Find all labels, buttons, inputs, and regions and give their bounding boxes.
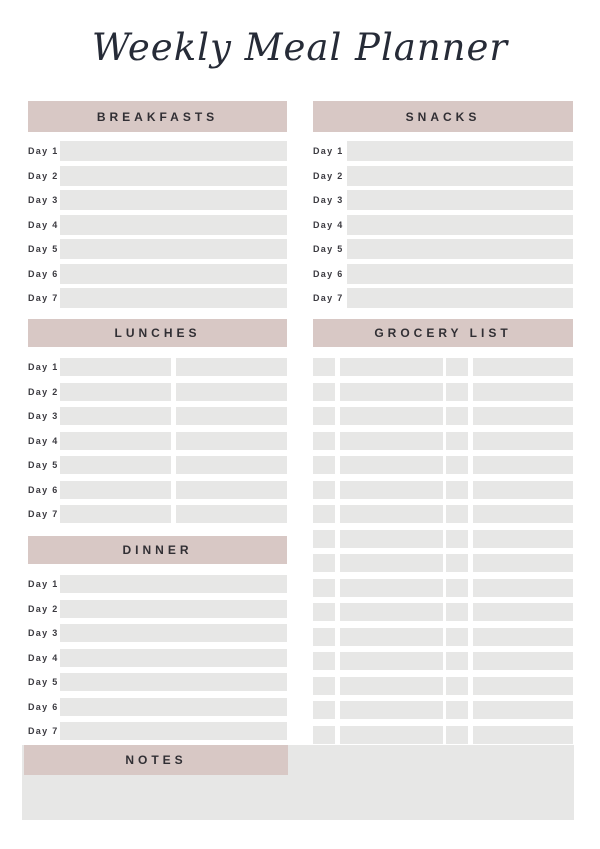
grocery-item-field[interactable] [473,554,573,572]
dinner-day-row [28,575,287,593]
grocery-checkbox[interactable] [313,603,335,621]
grocery-item-field[interactable] [340,628,443,646]
grocery-item-field[interactable] [473,530,573,548]
snacks-day-row [313,166,573,186]
section-header-breakfasts [28,101,287,132]
grocery-checkbox[interactable] [313,726,335,744]
grocery-item-field[interactable] [340,603,443,621]
day-label: Day 1 [28,146,59,156]
breakfasts-day-row [28,215,287,235]
day-label: Day 2 [28,603,59,614]
grocery-item-field[interactable] [340,358,443,376]
day-label: Day 3 [28,195,59,205]
grocery-row [313,579,573,597]
lunches-entry-field-1[interactable] [60,432,171,450]
grocery-checkbox[interactable] [446,603,468,621]
grocery-row [313,456,573,474]
day-label: Day 1 [28,579,59,589]
lunches-day-row [28,407,287,425]
day-label: Day 5 [28,244,59,254]
dinner-entry-field[interactable] [60,698,287,716]
day-label: Day 6 [28,484,59,495]
grocery-row [313,677,573,695]
lunches-entry-field-2[interactable] [176,383,287,401]
day-label: Day 6 [28,701,59,712]
grocery-item-field[interactable] [340,701,443,719]
section-header-lunches [28,319,287,347]
grocery-checkbox[interactable] [313,358,335,376]
lunches-entry-field-1[interactable] [60,505,171,523]
grocery-item-field[interactable] [473,701,573,719]
grocery-row [313,358,573,376]
section-title-breakfasts: BREAKFASTS [96,109,219,124]
grocery-checkbox[interactable] [313,677,335,695]
grocery-item-field[interactable] [473,579,573,597]
grocery-row [313,726,573,744]
snacks-day-row [313,239,573,259]
day-label: Day 5 [28,677,59,687]
snacks-day-row [313,264,573,284]
breakfasts-day-row [28,288,287,308]
lunches-entry-field-2[interactable] [176,432,287,450]
grocery-item-field[interactable] [473,432,573,450]
dinner-entry-field[interactable] [60,600,287,618]
lunches-day-row [28,383,287,401]
breakfasts-day-row [28,264,287,284]
section-title-dinner: DINNER [122,543,193,557]
dinner-entry-field[interactable] [60,649,287,667]
snacks-entry-field[interactable] [347,215,573,235]
grocery-item-field[interactable] [340,456,443,474]
grocery-item-field[interactable] [340,554,443,572]
grocery-checkbox[interactable] [446,701,468,719]
grocery-checkbox[interactable] [446,677,468,695]
day-label: Day 6 [313,268,344,279]
grocery-row [313,652,573,670]
grocery-item-field[interactable] [473,358,573,376]
page-title: Weekly Meal Planner [91,26,509,69]
day-label: Day 5 [313,244,344,254]
grocery-row [313,383,573,401]
grocery-row [313,628,573,646]
lunches-entry-field-1[interactable] [60,407,171,425]
snacks-entry-field[interactable] [347,141,573,161]
day-label: Day 4 [28,652,59,663]
grocery-checkbox[interactable] [313,579,335,597]
day-label: Day 7 [28,293,59,303]
lunches-entry-field-1[interactable] [60,481,171,499]
breakfasts-entry-field[interactable] [60,141,287,161]
dinner-day-row [28,698,287,716]
grocery-checkbox[interactable] [446,579,468,597]
grocery-checkbox[interactable] [313,481,335,499]
snacks-entry-field[interactable] [347,264,573,284]
day-label: Day 6 [28,268,59,279]
grocery-checkbox[interactable] [313,628,335,646]
grocery-item-field[interactable] [473,407,573,425]
day-label: Day 3 [313,195,344,205]
grocery-list-grid [313,358,573,744]
grocery-checkbox[interactable] [446,432,468,450]
snacks-entry-field[interactable] [347,166,573,186]
snacks-day-row [313,288,573,308]
lunches-entry-field-1[interactable] [60,383,171,401]
day-label: Day 7 [28,509,59,519]
grocery-checkbox[interactable] [313,652,335,670]
grocery-row [313,505,573,523]
grocery-item-field[interactable] [340,432,443,450]
grocery-item-field[interactable] [473,603,573,621]
snacks-day-row [313,190,573,210]
grocery-row [313,603,573,621]
snacks-rows [313,141,573,308]
grocery-row [313,432,573,450]
grocery-item-field[interactable] [340,530,443,548]
day-label: Day 4 [28,219,59,230]
grocery-checkbox[interactable] [313,456,335,474]
breakfasts-entry-field[interactable] [60,215,287,235]
breakfasts-entry-field[interactable] [60,166,287,186]
grocery-checkbox[interactable] [313,432,335,450]
grocery-checkbox[interactable] [313,530,335,548]
grocery-item-field[interactable] [473,726,573,744]
grocery-item-field[interactable] [340,579,443,597]
breakfasts-entry-field[interactable] [60,190,287,210]
snacks-day-row [313,215,573,235]
grocery-checkbox[interactable] [446,383,468,401]
dinner-day-row [28,722,287,740]
grocery-checkbox[interactable] [446,726,468,744]
grocery-item-field[interactable] [340,505,443,523]
grocery-checkbox[interactable] [446,505,468,523]
day-label: Day 2 [28,386,59,397]
grocery-item-field[interactable] [473,677,573,695]
snacks-entry-field[interactable] [347,288,573,308]
lunches-entry-field-2[interactable] [176,481,287,499]
grocery-checkbox[interactable] [446,652,468,670]
grocery-row [313,554,573,572]
grocery-checkbox[interactable] [446,481,468,499]
dinner-day-row [28,624,287,642]
section-header-snacks [313,101,573,132]
lunches-day-row [28,481,287,499]
grocery-checkbox[interactable] [313,505,335,523]
grocery-item-field[interactable] [340,726,443,744]
breakfasts-entry-field[interactable] [60,239,287,259]
lunches-entry-field-2[interactable] [176,456,287,474]
grocery-checkbox[interactable] [313,701,335,719]
grocery-item-field[interactable] [473,652,573,670]
breakfasts-day-row [28,190,287,210]
grocery-checkbox[interactable] [446,358,468,376]
grocery-checkbox[interactable] [313,383,335,401]
section-title-lunches: LUNCHES [114,326,201,340]
lunches-day-row [28,456,287,474]
day-label: Day 4 [313,219,344,230]
day-label: Day 1 [313,146,344,156]
breakfasts-day-row [28,141,287,161]
section-title-grocery-list: GROCERY LIST [374,326,512,340]
section-header-grocery-list [313,319,573,347]
breakfasts-entry-field[interactable] [60,288,287,308]
grocery-checkbox[interactable] [446,456,468,474]
lunches-entry-field-1[interactable] [60,358,171,376]
dinner-day-row [28,649,287,667]
breakfasts-rows [28,141,287,308]
lunches-day-row [28,432,287,450]
day-label: Day 2 [313,170,344,181]
grocery-row [313,701,573,719]
day-label: Day 7 [28,726,59,736]
grocery-checkbox[interactable] [446,554,468,572]
dinner-entry-field[interactable] [60,673,287,691]
day-label: Day 2 [28,170,59,181]
day-label: Day 3 [28,628,59,638]
grocery-item-field[interactable] [473,383,573,401]
grocery-item-field[interactable] [473,505,573,523]
section-header-dinner [28,536,287,564]
snacks-entry-field[interactable] [347,239,573,259]
lunches-entry-field-2[interactable] [176,505,287,523]
breakfasts-entry-field[interactable] [60,264,287,284]
grocery-checkbox[interactable] [313,554,335,572]
grocery-item-field[interactable] [473,628,573,646]
lunches-day-row [28,358,287,376]
grocery-item-field[interactable] [473,481,573,499]
section-header-notes [24,745,288,775]
grocery-item-field[interactable] [473,456,573,474]
lunches-entry-field-2[interactable] [176,358,287,376]
lunches-rows [28,358,287,523]
dinner-entry-field[interactable] [60,624,287,642]
grocery-item-field[interactable] [340,677,443,695]
dinner-rows [28,575,287,740]
day-label: Day 4 [28,435,59,446]
grocery-row [313,407,573,425]
day-label: Day 7 [313,293,344,303]
day-label: Day 3 [28,411,59,421]
lunches-entry-field-2[interactable] [176,407,287,425]
grocery-checkbox[interactable] [446,407,468,425]
breakfasts-day-row [28,239,287,259]
snacks-entry-field[interactable] [347,190,573,210]
section-title-notes: NOTES [125,753,187,767]
grocery-checkbox[interactable] [446,530,468,548]
dinner-day-row [28,673,287,691]
grocery-checkbox[interactable] [313,407,335,425]
grocery-item-field[interactable] [340,652,443,670]
grocery-item-field[interactable] [340,383,443,401]
day-label: Day 5 [28,460,59,470]
lunches-entry-field-1[interactable] [60,456,171,474]
grocery-row [313,481,573,499]
grocery-item-field[interactable] [340,407,443,425]
dinner-entry-field[interactable] [60,575,287,593]
section-title-snacks: SNACKS [405,109,481,124]
dinner-day-row [28,600,287,618]
day-label: Day 1 [28,362,59,372]
snacks-day-row [313,141,573,161]
grocery-row [313,530,573,548]
grocery-checkbox[interactable] [446,628,468,646]
grocery-item-field[interactable] [340,481,443,499]
breakfasts-day-row [28,166,287,186]
lunches-day-row [28,505,287,523]
dinner-entry-field[interactable] [60,722,287,740]
